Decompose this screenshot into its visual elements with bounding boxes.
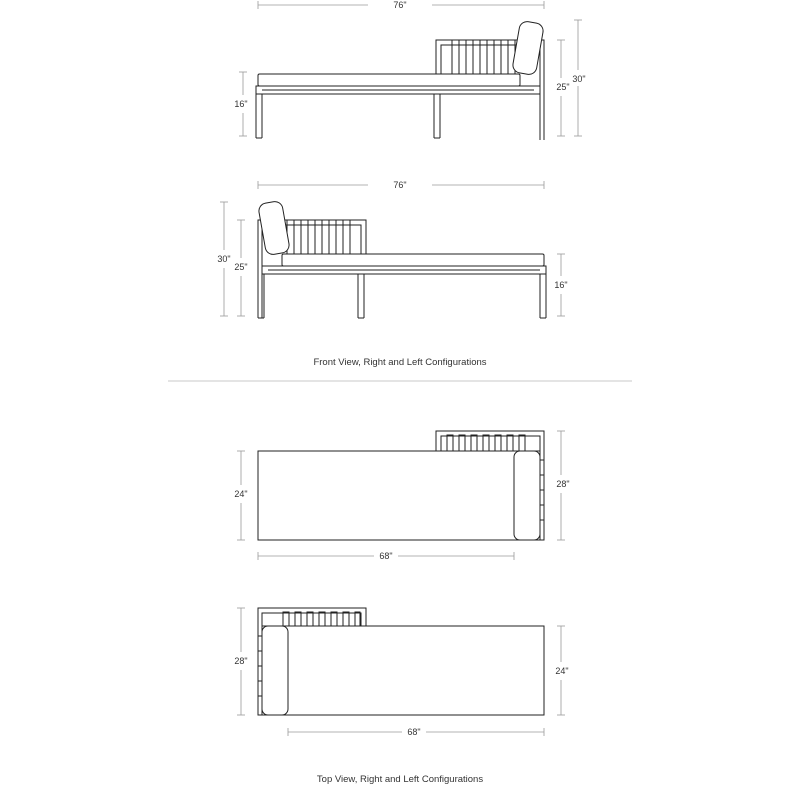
depth-label: 24": [555, 666, 569, 676]
front-view-left-config: [217, 180, 567, 318]
top-view-right-config: [234, 431, 569, 561]
front-view-caption: Front View, Right and Left Configurations: [313, 357, 487, 368]
arm-height-label: 25": [234, 262, 248, 272]
back-height-label: 30": [217, 254, 231, 264]
width-label: 76": [393, 180, 407, 190]
chaise-front-left: [258, 200, 546, 318]
length-label: 68": [407, 727, 421, 737]
seat-height-label: 16": [554, 280, 568, 290]
chaise-top-right: [258, 431, 544, 540]
top-view-caption: Top View, Right and Left Configurations: [316, 774, 484, 785]
depth-label: 24": [234, 489, 248, 499]
front-view-right-config: [234, 0, 585, 140]
overall-depth-label: 28": [556, 479, 570, 489]
length-label: 68": [379, 551, 393, 561]
back-height-label: 30": [572, 74, 586, 84]
arm-height-label: 25": [556, 82, 570, 92]
width-label: 76": [393, 0, 407, 10]
overall-depth-label: 28": [234, 656, 248, 666]
chaise-top-left: [258, 608, 544, 715]
chaise-front-right: [256, 20, 544, 140]
seat-height-label: 16": [234, 99, 248, 109]
top-view-left-config: [234, 608, 568, 737]
